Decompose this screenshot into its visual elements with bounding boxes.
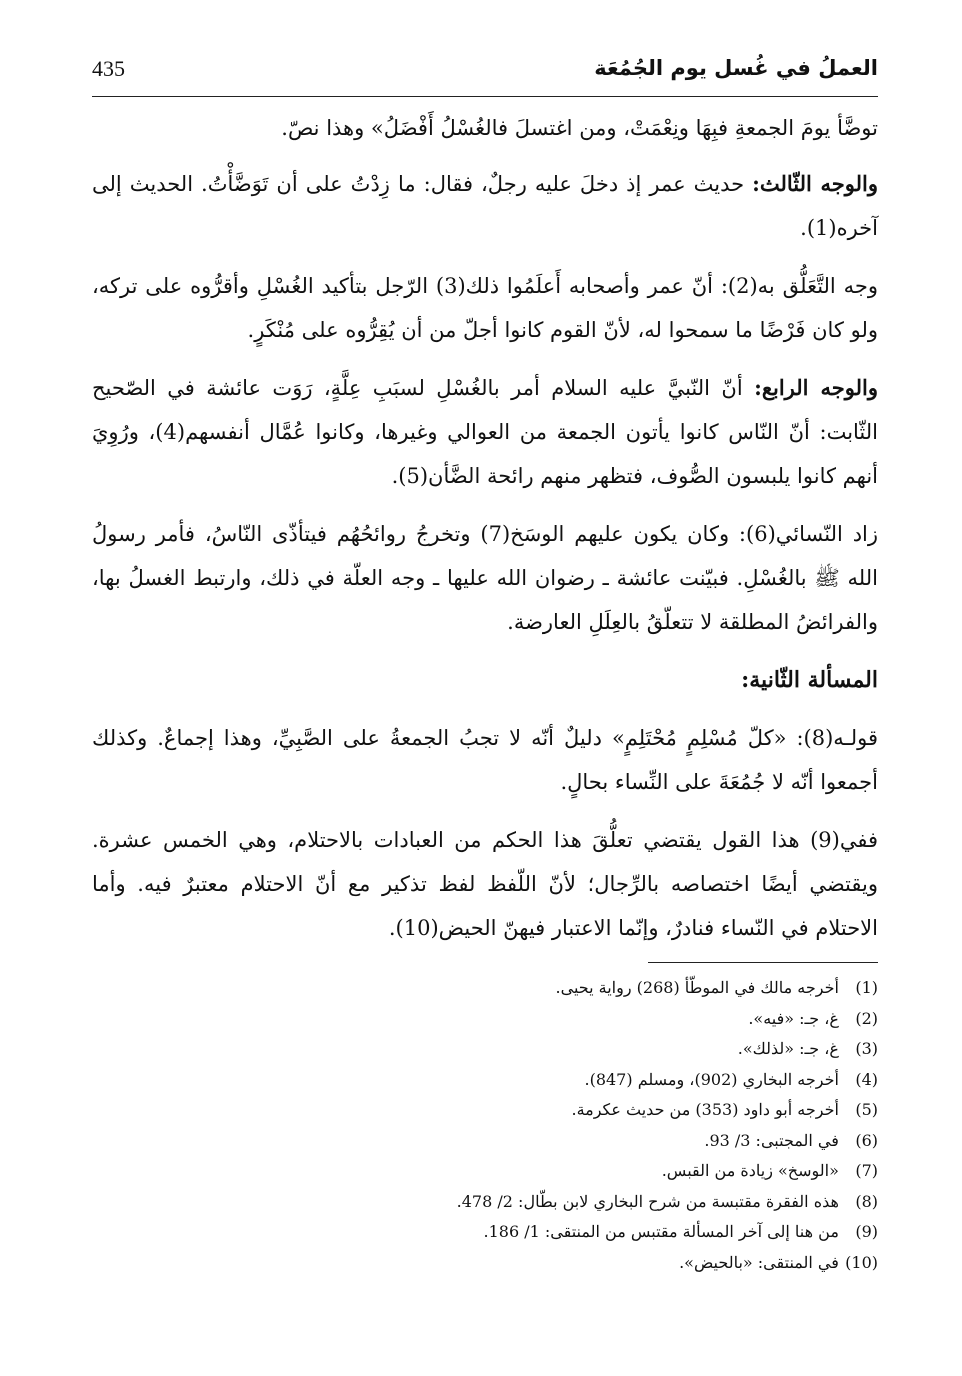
footnote-text: في المجتبى: 3/ 93. [704, 1130, 839, 1150]
footnote [92, 1156, 878, 1187]
footnote-number: (9) [855, 1222, 878, 1241]
footnote [92, 1187, 878, 1218]
paragraph-text: وجه التَّعَلُّق به(2): أنّ عمر وأصحابه أَعلَمُوا ذلك(3) الرّجل بتأكيد الغُسْلِ وأقرُّوه على تركه، ولو كان فَرْضًا ما سمحوا له، لأنّ القوم كانوا أجلّ من أن يُقِرُّوه على مُنْكَرٍ. [92, 274, 878, 342]
footnote-text: أخرجه البخاري (902)، ومسلم (847). [584, 1069, 839, 1089]
paragraph-lead: والوجه الثّالث: [752, 171, 878, 196]
paragraph-text: قولـه(8): «كلّ مُسْلِمٍ مُحْتَلِمٍ» دليلٌ أنّه لا تجبُ الجمعةُ على الصَّبِيِّ، وهذا إجماعٌ. وكذلك أجمعوا أنّه لا جُمُعَةَ على النِّساء بحالٍ. [92, 726, 878, 794]
section-heading: المسألة الثّانية: [741, 667, 878, 693]
footnote-text: هذه الفقرة مقتبسة من شرح البخاري لابن بطّال: 2/ 478. [456, 1191, 839, 1211]
footnote [92, 1065, 878, 1096]
footnote-number: (1) [855, 978, 878, 997]
paragraph [92, 512, 878, 644]
paragraph [92, 366, 878, 498]
paragraph-text: ففي(9) هذا القول يقتضي تعلُّقَ هذا الحكم من العبادات بالاحتلام، وهي الخمس عشرة. ويقتضي أيضًا اختصاصه بالرِّجال؛ لأنّ اللّفظ لفظ تذكير مع أنّ الاحتلام معتبرٌ فيه. وأما الاحتلام في النّساء فنادرٌ، وإنّما الاعتبار فيهنّ الحيض(10). [92, 828, 878, 940]
footnote [92, 1248, 878, 1279]
footnote [92, 1004, 878, 1035]
paragraph-text: زاد النّسائي(6): وكان يكون عليهم الوسَخ(7) وتخرجُ روائحُهُم فيتأذّى النّاسُ، فأمر رسولُ الله ﷺ بالغُسْلِ. فبيّنت عائشة ـ رضوان الله عليها ـ وجه العلّة في ذلك، وارتبط الغسلُ بها، والفرائضُ المطلقة لا تتعلّقُ بالعِلَلِ العارضة. [92, 522, 879, 634]
footnote-text: غ، جـ: «لذلك». [737, 1039, 839, 1058]
footnote-number: (7) [855, 1161, 878, 1180]
footnote-number: (10) [845, 1252, 878, 1272]
footnote-divider [648, 962, 878, 963]
paragraph-text: حديث عمر إذ دخلَ عليه رجلٌ، فقال: ما زِدْتُ على أن تَوَضَّأْتُ. الحديث إلى آخره(1). [92, 172, 878, 240]
running-title: العملُ في غُسل يوم الجُمُعَة [594, 56, 878, 80]
footnote-number: (8) [855, 1191, 878, 1211]
footnote-list [92, 973, 878, 1278]
footnote-text: أخرجه مالك في الموطّأ (268) رواية يحيى. [555, 978, 839, 997]
footnote-number: (6) [855, 1130, 878, 1150]
footnote-text: أخرجه أبو داود (353) من حديث عكرمة. [571, 1100, 839, 1119]
paragraph-text: أنّ النّبيَّ عليه السلام أمر بالغُسْلِ لسبَبِ عِلَّةٍ، رَوَت عائشة في الصّحيح الثّابت: أنّ النّاس كانوا يأتون الجمعة من العوالي وغيرها، وكانوا عُمَّال أنفسهم(4)، ورُوِيَ أنهم كانوا يلبسون الصُّوف، فتظهر منهم رائحة الضَّأن(5). [92, 376, 879, 488]
footnotes [92, 962, 878, 1278]
footnote-text: من هنا إلى آخر المسألة مقتبس من المنتقى: 1/ 186. [483, 1222, 839, 1241]
footnote-number: (4) [855, 1069, 878, 1089]
paragraph [92, 162, 878, 250]
footnote-text: في المنتقى: «بالحيض». [679, 1252, 839, 1272]
paragraph-text: توضَّأ يومَ الجمعةِ فبِهَا ونِعْمَتْ، ومن اغتسلَ فالغُسْلُ أَفْضَلُ» وهذا نصّ. [281, 116, 878, 140]
footnote [92, 1095, 878, 1126]
paragraph [92, 264, 878, 352]
footnote-number: (2) [855, 1008, 878, 1028]
paragraph [92, 716, 878, 804]
footnote-number: (5) [855, 1100, 878, 1119]
footnote-text: غ، جـ: «فيه». [748, 1008, 839, 1028]
footnote [92, 1217, 878, 1248]
page-header [92, 52, 878, 97]
page-number: 435 [92, 56, 125, 81]
footnote-text: «الوسخ» زيادة من القبس. [661, 1161, 839, 1180]
footnote [92, 1126, 878, 1157]
main-text [92, 106, 878, 964]
footnote [92, 1034, 878, 1065]
paragraph [92, 818, 878, 950]
footnote [92, 973, 878, 1004]
paragraph [92, 106, 878, 150]
paragraph-lead: والوجه الرابع: [754, 375, 878, 400]
footnote-number: (3) [855, 1039, 878, 1058]
